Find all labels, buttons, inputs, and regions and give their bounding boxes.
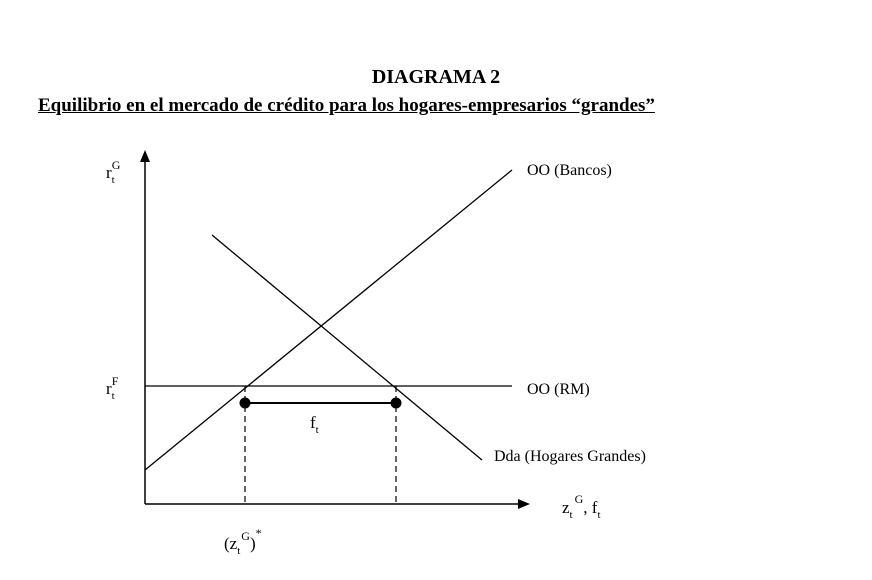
diagram-title: DIAGRAMA 2 bbox=[371, 66, 501, 88]
ft-left-point bbox=[240, 398, 251, 409]
dda-line bbox=[212, 235, 482, 460]
oo-rm-label: OO (RM) bbox=[527, 381, 590, 398]
x-axis-label: $z_t^G$, $f_t$ bbox=[562, 492, 601, 521]
y-axis-label: $r_tG$ bbox=[106, 158, 121, 186]
y-axis-arrowhead bbox=[140, 150, 150, 162]
rf-label: $r_tF$ bbox=[106, 374, 119, 402]
oo-bancos-label: OO (Bancos) bbox=[527, 162, 612, 179]
x-axis-arrowhead bbox=[518, 499, 530, 509]
ft-right-point bbox=[391, 398, 402, 409]
diagram-subtitle: Equilibrio en el mercado de crédito para los hogares-empresarios “grandes” bbox=[38, 95, 655, 116]
ft-label: $f_t$ bbox=[310, 413, 319, 436]
oo-bancos-line bbox=[145, 170, 512, 470]
z-star-label: $(z_t^G)^*$ bbox=[224, 526, 262, 557]
dda-label: Dda (Hogares Grandes) bbox=[494, 448, 646, 465]
